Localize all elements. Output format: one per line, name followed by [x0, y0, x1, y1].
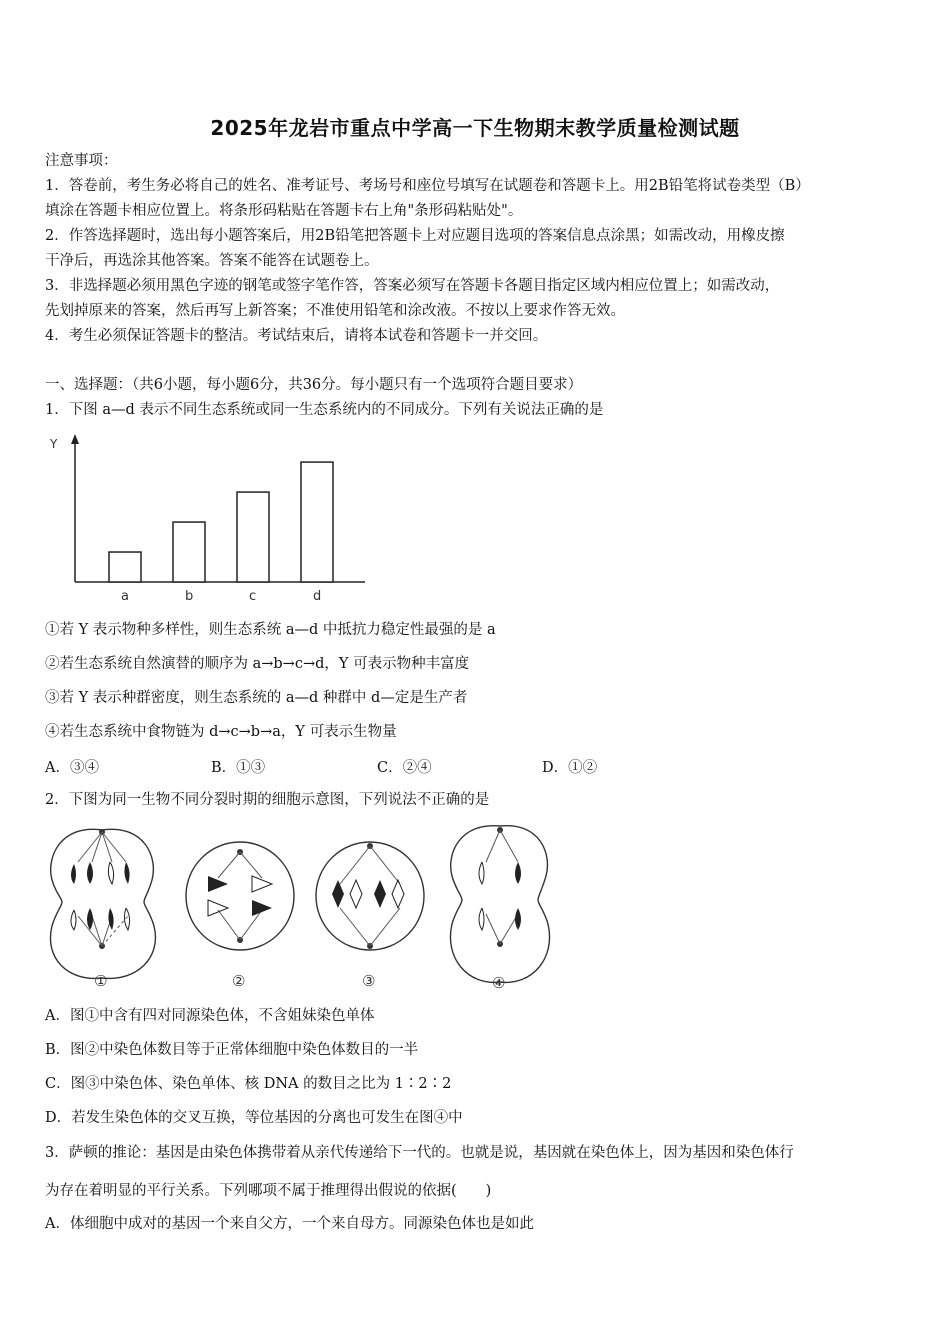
notice-line: 4．考生必须保证答题卡的整洁。考试结束后，请将本试卷和答题卡一并交回。	[45, 328, 548, 344]
figure-label-1: ①	[94, 972, 108, 990]
q2-option-d[interactable]: D．若发生染色体的交叉互换，等位基因的分离也可发生在图④中	[45, 1110, 463, 1126]
q2-stem: 2．下图为同一生物不同分裂时期的细胞示意图，下列说法不正确的是	[45, 792, 490, 808]
x-tick-label: b	[185, 589, 194, 604]
x-tick-label: d	[313, 589, 322, 604]
q1-option-a[interactable]: A．③④	[45, 760, 99, 776]
notice-line: 先划掉原来的答案，然后再写上新答案；不准使用铅笔和涂改液。不按以上要求作答无效。	[45, 303, 625, 319]
figure-label-3: ③	[362, 972, 376, 990]
q1-options	[45, 756, 845, 776]
notice-line: 填涂在答题卡相应位置上。将条形码粘贴在答题卡右上角"条形码粘贴处"。	[45, 203, 523, 219]
cell-division-figure	[40, 818, 570, 996]
cell-1-image	[50, 829, 155, 978]
bar-a	[109, 552, 141, 582]
q2-option-c[interactable]: C．图③中染色体、染色单体、核 DNA 的数目之比为 1∶2∶2	[45, 1076, 452, 1092]
bar-d	[301, 462, 333, 582]
bar-c	[237, 492, 269, 582]
figure-label-2: ②	[232, 972, 246, 990]
q1-stem: 1．下图 a—d 表示不同生态系统或同一生态系统内的不同成分。下列有关说法正确的是	[45, 402, 604, 418]
bar-b	[173, 522, 205, 582]
notice-line: 干净后，再选涂其他答案。答案不能答在试题卷上。	[45, 253, 379, 269]
y-axis-arrow	[71, 434, 79, 444]
q3-option-a[interactable]: A．体细胞中成对的基因一个来自父方，一个来自母方。同源染色体也是如此	[45, 1216, 534, 1232]
q3-stem-line2: 为存在着明显的平行关系。下列哪项不属于推理得出假说的依据( )	[45, 1183, 492, 1199]
cell-2-image	[186, 842, 294, 950]
y-axis-label: Y	[50, 437, 58, 451]
figure-label-4: ④	[492, 974, 506, 992]
notice-heading: 注意事项：	[45, 153, 118, 169]
q2-option-a[interactable]: A．图①中含有四对同源染色体，不含姐妹染色单体	[45, 1008, 375, 1024]
q1-statement: ②若生态系统自然演替的顺序为 a→b→c→d，Y 可表示物种丰富度	[45, 656, 470, 672]
notice-line: 3．非选择题必须用黑色字迹的钢笔或签字笔作答，答案必须写在答题卡各题目指定区域内相应位置上；如需改动，	[45, 278, 780, 294]
cell-3-image	[316, 842, 424, 950]
bar-chart	[40, 430, 380, 610]
q1-statement: ①若 Y 表示物种多样性，则生态系统 a—d 中抵抗力稳定性最强的是 a	[45, 622, 496, 638]
q1-option-b[interactable]: B．①③	[211, 760, 266, 776]
q1-statement: ④若生态系统中食物链为 d→c→b→a，Y 可表示生物量	[45, 724, 397, 740]
q2-option-b[interactable]: B．图②中染色体数目等于正常体细胞中染色体数目的一半	[45, 1042, 419, 1058]
q3-stem-line1: 3．萨顿的推论：基因是由染色体携带着从亲代传递给下一代的。也就是说，基因就在染色体上，因为基因和染色体行	[45, 1145, 794, 1161]
cell-4-image	[450, 826, 549, 983]
section-heading: 一、选择题：（共6小题，每小题6分，共36分。每小题只有一个选项符合题目要求）	[45, 377, 583, 393]
notice-line: 2．作答选择题时，选出每小题答案后，用2B铅笔把答题卡上对应题目选项的答案信息点涂黑；如需改动，用橡皮擦	[45, 228, 785, 244]
q1-option-c[interactable]: C．②④	[377, 760, 432, 776]
x-tick-label: c	[249, 589, 257, 604]
q1-statement: ③若 Y 表示种群密度，则生态系统的 a—d 种群中 d—定是生产者	[45, 690, 468, 706]
q1-option-d[interactable]: D．①②	[542, 760, 598, 776]
page-title: 2025年龙岩市重点中学高一下生物期末教学质量检测试题	[210, 116, 740, 140]
notice-line: 1．答卷前，考生务必将自己的姓名、准考证号、考场号和座位号填写在试题卷和答题卡上。用2B铅笔将试卷类型（B）	[45, 178, 810, 194]
x-tick-label: a	[121, 589, 129, 604]
